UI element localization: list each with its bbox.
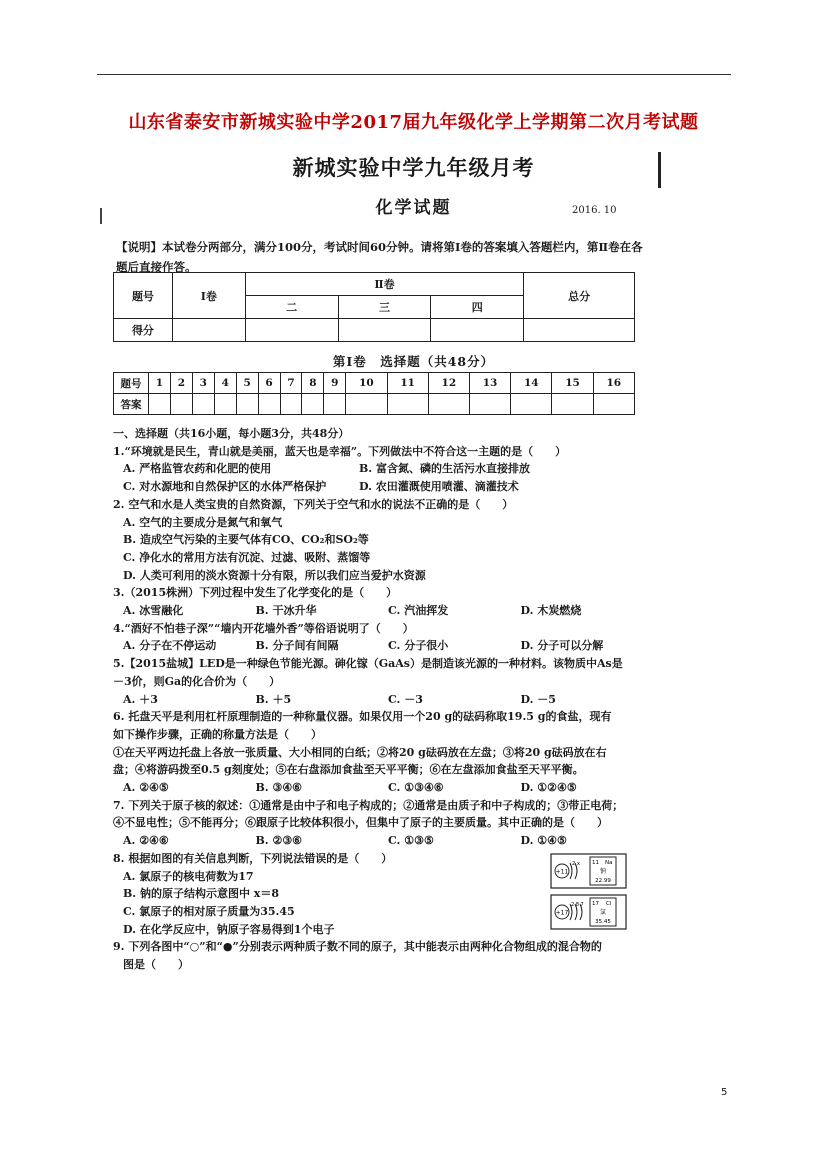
q6-options <box>113 779 653 797</box>
q3-option-a: A. 冰雪融化 <box>123 604 184 618</box>
question-6: 6. 托盘天平是利用杠杆原理制造的一种称量仪器。如果仅用一个20 g的砝码称取19.5 g的食盐，现有 <box>113 710 612 724</box>
page-number: 5 <box>721 1087 728 1098</box>
exam-subject: 化学试题 <box>375 198 452 218</box>
answer-cell[interactable] <box>236 394 258 415</box>
q1-options-row1 <box>113 460 653 478</box>
answer-num: 3 <box>192 373 214 394</box>
answer-cell[interactable] <box>511 394 552 415</box>
answer-cell[interactable] <box>552 394 593 415</box>
answer-cell[interactable] <box>324 394 346 415</box>
answer-label: 题号 <box>114 373 149 394</box>
cl-nucleus-label: +17 <box>555 909 569 917</box>
question-7: 7. 下列关于原子核的叙述：①通常是由中子和电子构成的；②通常是由质子和中子构成的；③带正电荷； <box>113 798 624 812</box>
answer-num: 5 <box>236 373 258 394</box>
q8-option-a: A. 氯原子的核电荷数为17 <box>123 869 254 883</box>
answer-num: 1 <box>149 373 171 394</box>
answer-num: 2 <box>170 373 192 394</box>
cl-atomic-number: 17 <box>592 901 599 907</box>
score-cell[interactable] <box>338 319 431 342</box>
answer-cell[interactable] <box>593 394 634 415</box>
q1-option-a: A. 严格监管农药和化肥的使用 <box>123 462 272 476</box>
score-cell[interactable] <box>524 319 635 342</box>
q6-option-c: C. ①③④⑥ <box>388 781 444 795</box>
answer-cell[interactable] <box>149 394 171 415</box>
answer-cell[interactable] <box>170 394 192 415</box>
answer-num: 14 <box>511 373 552 394</box>
exam-note: 【说明】本试卷分两部分，满分100分，考试时间60分钟。请将第Ⅰ卷的答案填入答题栏内，第Ⅱ卷在各题后直接作答。 <box>116 240 643 274</box>
na-shell1-label: 2 <box>572 861 576 867</box>
q7-options <box>113 832 653 850</box>
answer-num: 9 <box>324 373 346 394</box>
section-intro: 一、选择题（共16小题，每小题3分，共48分） <box>113 427 350 440</box>
score-table <box>113 272 635 342</box>
q5-option-b: B. ＋5 <box>255 692 292 706</box>
q8-option-b: B. 钠的原子结构示意图中 x＝8 <box>123 887 279 901</box>
question-5-cont: －3价，则Ga的化合价为（ ） <box>113 674 281 688</box>
section-heading: 第Ⅰ卷 选择题（共48分） <box>332 354 495 369</box>
q4-option-a: A. 分子在不停运动 <box>123 639 217 653</box>
question-2: 2. 空气和水是人类宝贵的自然资源，下列关于空气和水的说法不正确的是（ ） <box>113 497 514 511</box>
answer-num: 10 <box>346 373 387 394</box>
q4-option-b: B. 分子间有间隔 <box>255 639 339 653</box>
score-col-total: 总分 <box>524 273 635 319</box>
q4-option-d: D. 分子可以分解 <box>520 639 604 653</box>
q8-option-c: C. 氯原子的相对原子质量为35.45 <box>123 904 295 918</box>
q3-options <box>113 602 653 620</box>
q6-option-b: B. ③④⑥ <box>255 781 303 795</box>
q2-option-b: B. 造成空气污染的主要气体有CO、CO₂和SO₂等 <box>123 533 369 547</box>
q5-option-a: A. ＋3 <box>123 692 158 706</box>
q6-option-d: D. ①②④⑤ <box>520 781 577 795</box>
question-6-cont1: 如下操作步骤，正确的称量方法是（ ） <box>113 727 322 741</box>
q4-options <box>113 637 653 655</box>
question-3: 3.（2015株洲）下列过程中发生了化学变化的是（ ） <box>113 586 398 600</box>
cl-name: 氯 <box>599 909 607 916</box>
answer-num: 16 <box>593 373 634 394</box>
answer-num: 15 <box>552 373 593 394</box>
atom-structure-figure <box>550 853 627 931</box>
question-4: 4.“酒好不怕巷子深”“墙内开花墙外香”等俗语说明了（ ） <box>113 621 414 635</box>
answer-num: 7 <box>280 373 302 394</box>
exam-date: 2016. 10 <box>572 205 617 216</box>
q3-option-c: C. 汽油挥发 <box>388 604 449 618</box>
question-8: 8. 根据如图的有关信息判断，下列说法错误的是（ ） <box>113 851 393 865</box>
q1-option-d: D. 农田灌溉使用喷灌、滴灌技术 <box>359 480 519 494</box>
cl-mass: 35.45 <box>595 919 611 925</box>
header-rule <box>97 74 731 75</box>
document-title: 山东省泰安市新城实验中学2017届九年级化学上学期第二次月考试题 <box>128 112 699 133</box>
exam-title: 新城实验中学九年级月考 <box>292 155 535 180</box>
question-5: 5.【2015盐城】LED是一种绿色节能光源。砷化镓（GaAs）是制造该光源的一种材料。该物质中As是 <box>113 657 623 671</box>
q7-option-c: C. ①③⑤ <box>388 834 434 848</box>
q1-option-c: C. 对水源地和自然保护区的水体严格保护 <box>123 480 327 494</box>
score-cell[interactable] <box>172 319 245 342</box>
answer-num: 8 <box>302 373 324 394</box>
na-atomic-number: 11 <box>592 860 599 866</box>
cl-symbol: Cl <box>606 901 612 907</box>
answer-cell[interactable] <box>302 394 324 415</box>
question-6-cont2: ①在天平两边托盘上各放一张质量、大小相同的白纸；②将20 g砝码放在左盘；③将20 g砝码放在右 <box>113 745 607 759</box>
answer-num: 13 <box>469 373 510 394</box>
q1-option-b: B. 富含氮、磷的生活污水直接排放 <box>359 462 530 476</box>
answer-num: 4 <box>214 373 236 394</box>
na-mass: 22.99 <box>595 878 611 884</box>
question-6-cont3: 盘；④将游码拨至0.5 g刻度处；⑤在右盘添加食盐至天平平衡；⑥在左盘添加食盐至天平平衡。 <box>113 763 584 777</box>
answer-cell[interactable] <box>428 394 469 415</box>
q4-option-c: C. 分子很小 <box>388 639 449 653</box>
score-row-defen: 得分 <box>114 319 173 342</box>
q1-options-row2 <box>113 478 653 496</box>
score-col-juan1: Ⅰ卷 <box>172 273 245 319</box>
na-nucleus-label: +11 <box>555 868 569 876</box>
score-cell[interactable] <box>431 319 524 342</box>
score-col-juan2: Ⅱ卷 <box>245 273 523 296</box>
answer-cell[interactable] <box>346 394 387 415</box>
score-cell[interactable] <box>245 319 338 342</box>
q5-option-d: D. －5 <box>520 692 556 706</box>
na-shell2-label: x <box>577 861 580 867</box>
q7-option-b: B. ②③⑥ <box>255 834 303 848</box>
score-col-tihao: 题号 <box>114 273 173 319</box>
answer-cell[interactable] <box>387 394 428 415</box>
answer-num: 11 <box>387 373 428 394</box>
q7-option-a: A. ②④⑥ <box>123 834 169 848</box>
na-name: 钠 <box>599 868 607 875</box>
q7-option-d: D. ①④⑤ <box>520 834 567 848</box>
question-9-cont: 图是（ ） <box>123 958 189 972</box>
answer-cell[interactable] <box>280 394 302 415</box>
cl-shells-label: 2 8 7 <box>571 902 584 908</box>
question-1: 1.“环境就是民生，青山就是美丽，蓝天也是幸福”。下列做法中不符合这一主题的是（ ） <box>113 444 567 458</box>
answer-cell[interactable] <box>214 394 236 415</box>
q2-option-c: C. 净化水的常用方法有沉淀、过滤、吸附、蒸馏等 <box>123 550 371 564</box>
question-7-cont: ④不显电性；⑤不能再分；⑥跟原子比较体积很小，但集中了原子的主要质量。其中正确的是（ ） <box>113 816 608 830</box>
answer-cell[interactable] <box>258 394 280 415</box>
score-sub-si: 四 <box>431 296 524 319</box>
answer-table <box>113 372 635 415</box>
q3-option-d: D. 木炭燃烧 <box>520 604 582 618</box>
q8-option-d: D. 在化学反应中，钠原子容易得到1个电子 <box>123 922 335 936</box>
q2-option-d: D. 人类可利用的淡水资源十分有限，所以我们应当爱护水资源 <box>123 568 426 582</box>
q6-option-a: A. ②④⑤ <box>123 781 169 795</box>
answer-num: 6 <box>258 373 280 394</box>
na-symbol: Na <box>605 860 613 866</box>
score-sub-san: 三 <box>338 296 431 319</box>
q5-option-c: C. －3 <box>388 692 423 706</box>
answer-num: 12 <box>428 373 469 394</box>
answer-cell[interactable] <box>192 394 214 415</box>
answer-label: 答案 <box>114 394 149 415</box>
question-9: 9. 下列各图中“○”和“●”分别表示两种质子数不同的原子，其中能表示由两种化合物组成的混合物的 <box>113 940 602 954</box>
score-sub-er: 二 <box>245 296 338 319</box>
q5-options <box>113 691 653 709</box>
q2-option-a: A. 空气的主要成分是氮气和氧气 <box>123 515 283 529</box>
answer-cell[interactable] <box>469 394 510 415</box>
q3-option-b: B. 干冰升华 <box>255 604 317 618</box>
